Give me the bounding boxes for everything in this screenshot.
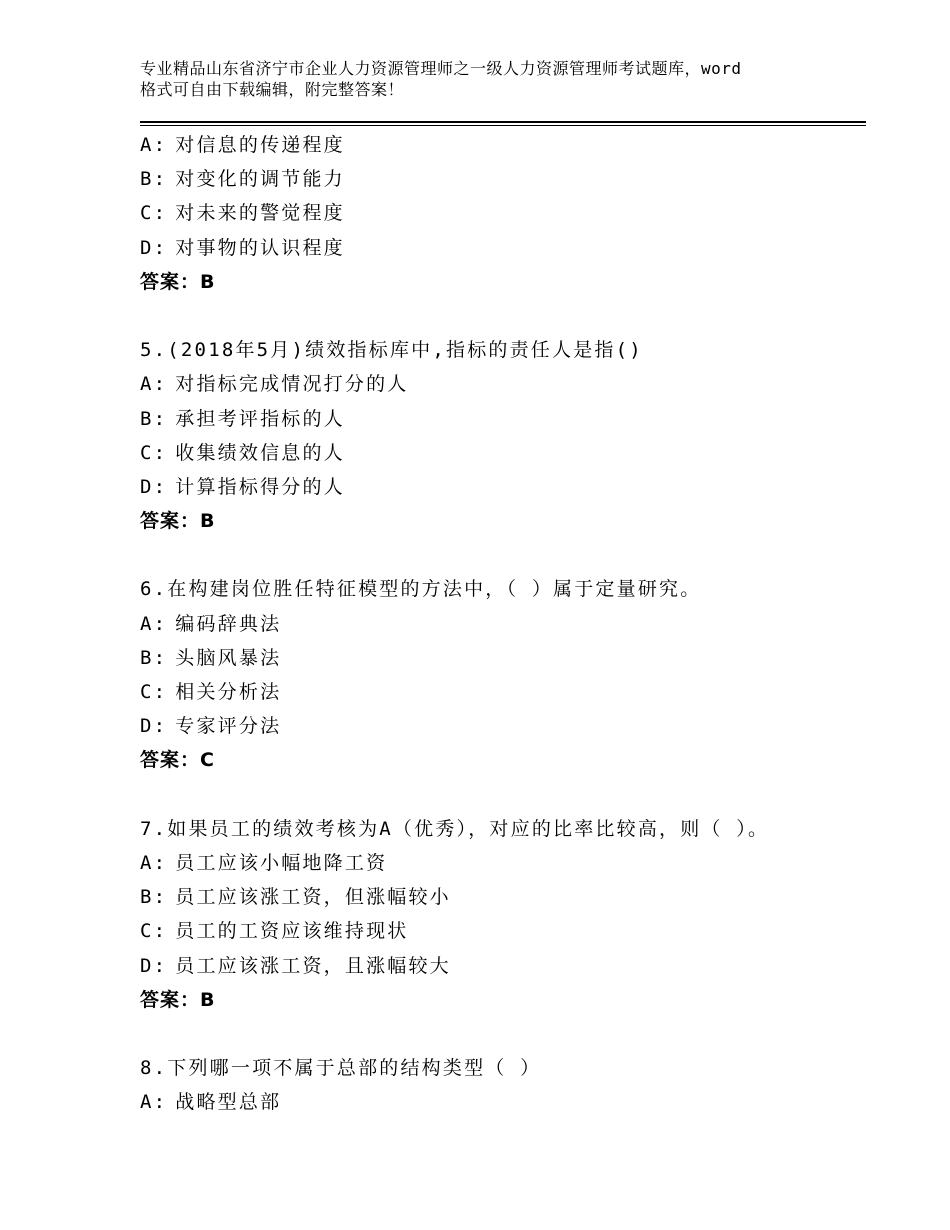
option-key: A: (140, 1091, 168, 1114)
question-7 (140, 812, 860, 1017)
header-line-2: 格式可自由下载编辑，附完整答案！ (140, 80, 405, 99)
option-text: 对变化的调节能力 (175, 168, 345, 191)
option-b (140, 162, 860, 196)
question-6 (140, 572, 860, 777)
option-key: B: (140, 168, 168, 191)
option-b (140, 641, 860, 675)
option-d (140, 709, 860, 743)
answer-line: 答案：C (140, 749, 215, 772)
question-8 (140, 1051, 860, 1119)
spacer (140, 299, 860, 333)
option-c (140, 914, 860, 948)
option-d (140, 949, 860, 983)
option-text: 员工的工资应该维持现状 (175, 920, 409, 943)
option-text: 计算指标得分的人 (175, 475, 345, 498)
question-4-continued (140, 128, 860, 299)
option-key: D: (140, 715, 168, 738)
question-stem: 5.(2018年5月)绩效指标库中,指标的责任人是指() (140, 339, 643, 362)
option-key: A: (140, 373, 168, 396)
option-c (140, 196, 860, 230)
option-b (140, 880, 860, 914)
option-b (140, 402, 860, 436)
option-text: 收集绩效信息的人 (175, 441, 345, 464)
option-text: 战略型总部 (175, 1091, 282, 1114)
option-text: 对指标完成情况打分的人 (175, 373, 409, 396)
option-key: C: (140, 441, 168, 464)
option-key: B: (140, 407, 168, 430)
option-text: 专家评分法 (175, 715, 282, 738)
document-header (140, 58, 840, 100)
header-divider-thick (140, 121, 866, 123)
option-a (140, 846, 860, 880)
question-stem: 6.在构建岗位胜任特征模型的方法中，（ ）属于定量研究。 (140, 578, 702, 601)
option-key: D: (140, 475, 168, 498)
option-text: 员工应该涨工资，但涨幅较小 (175, 886, 451, 909)
option-key: A: (140, 851, 168, 874)
option-key: C: (140, 681, 168, 703)
option-d (140, 470, 860, 504)
option-key: C: (140, 920, 168, 943)
option-text: 对信息的传递程度 (175, 134, 345, 156)
option-key: A: (140, 612, 168, 635)
question-stem: 7.如果员工的绩效考核为A（优秀），对应的比率比较高，则（ ）。 (140, 817, 770, 840)
option-text: 员工应该小幅地降工资 (175, 851, 388, 874)
option-key: A: (140, 134, 168, 156)
option-a (140, 1085, 860, 1119)
spacer (140, 778, 860, 812)
question-list (140, 128, 860, 1119)
option-key: D: (140, 236, 168, 259)
option-key: B: (140, 886, 168, 909)
option-text: 承担考评指标的人 (175, 407, 345, 430)
answer-line: 答案：B (140, 510, 216, 533)
option-a (140, 367, 860, 401)
option-text: 编码辞典法 (175, 612, 282, 635)
option-a (140, 128, 860, 162)
option-text: 相关分析法 (175, 681, 282, 703)
answer-line: 答案：B (140, 988, 216, 1011)
spacer (140, 538, 860, 572)
answer-line: 答案：B (140, 270, 216, 293)
header-line-1: 专业精品山东省济宁市企业人力资源管理师之一级人力资源管理师考试题库，word (140, 59, 742, 78)
option-key: B: (140, 646, 168, 669)
option-a (140, 607, 860, 641)
option-c (140, 675, 860, 709)
option-c (140, 436, 860, 470)
option-text: 头脑风暴法 (175, 646, 282, 669)
header-divider-thin (140, 125, 866, 126)
option-key: D: (140, 954, 168, 977)
option-text: 员工应该涨工资，且涨幅较大 (175, 954, 451, 977)
option-d (140, 231, 860, 265)
spacer (140, 1017, 860, 1051)
option-text: 对未来的警觉程度 (175, 202, 345, 225)
option-key: C: (140, 202, 168, 225)
question-5 (140, 333, 860, 538)
option-text: 对事物的认识程度 (175, 236, 345, 259)
question-stem: 8.下列哪一项不属于总部的结构类型（ ） (140, 1057, 542, 1080)
